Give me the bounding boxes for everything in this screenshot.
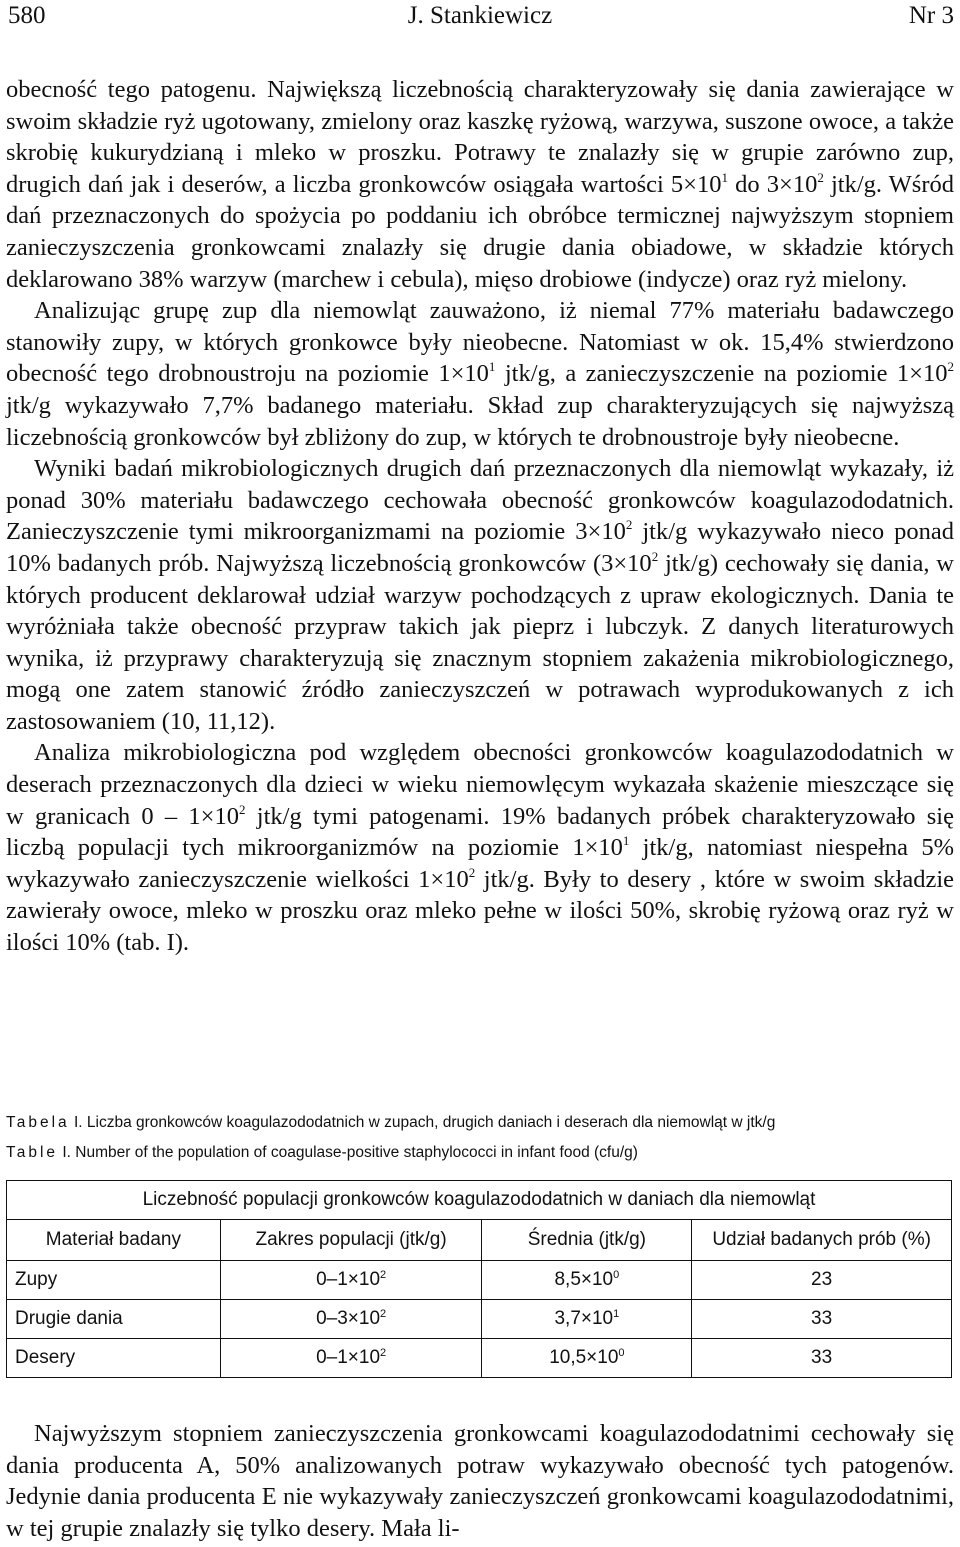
- cell-range: $0-1\times 10^2$: [220, 1339, 482, 1378]
- cell-share: 33: [692, 1339, 952, 1378]
- table-caption: [6, 1112, 954, 1164]
- cell-mean: $8,5\times 10^0$: [482, 1261, 692, 1300]
- caption-english: Table I. Number of the population of coagulase-positive staphylococci in infant food (cfu/g): [6, 1144, 638, 1161]
- cell-share: 33: [692, 1300, 952, 1339]
- body-text-continued: [6, 1418, 954, 1544]
- caption-polish: Tabela I. Liczba gronkowców koagulazododatnich w zupach, drugich daniach i deserach dla niemowląt w jtk/g: [6, 1114, 776, 1131]
- cell-range: $0-3\times 10^2$: [220, 1300, 482, 1339]
- table-header-row: [7, 1220, 952, 1261]
- paragraph-3: Wyniki badań mikrobiologicznych drugich dań przeznaczonych dla niemowląt wykazały, iż ponad 30% materiału badawczego cechowała obecność gronkowców koagulazododatnich. Zanieczyszczenie tymi mikroorganizmami na poziomie $3\times 10^2$ jtk/g wykazywało nieco ponad 10% badanych prób. Najwyższą liczebnością gronkowców ($3\times 10^2$ jtk/g) cechowały się dania, w których producent deklarował udział warzyw pochodzących z upraw ekologicznych. Dania te wyróżniała także obecność przypraw takich jak pieprz i lubczyk. Z danych literaturowych wynika, iż przyprawy charakteryzują się znacznym stopniem zakażenia mikrobiologicznego, mogą one zatem stanowić źródło zanieczyszczeń w potrawach wyprodukowanych z ich zastosowaniem (10, 11,12).: [6, 455, 954, 735]
- data-table: [6, 1180, 952, 1378]
- table-row: [7, 1339, 952, 1378]
- column-header: Zakres populacji (jtk/g): [220, 1220, 482, 1261]
- column-header: Średnia (jtk/g): [482, 1220, 692, 1261]
- table-row: [7, 1261, 952, 1300]
- cell-mean: $3,7\times 10^1$: [482, 1300, 692, 1339]
- table-span-header: Liczebność populacji gronkowców koagulazododatnich w daniach dla niemowląt: [7, 1181, 952, 1220]
- cell-material: Drugie dania: [7, 1300, 221, 1339]
- page-number: 580: [8, 2, 46, 29]
- paragraph-2: Analizując grupę zup dla niemowląt zauważono, iż niemal 77% materiału badawczego stanowiły zupy, w których gronkowce były nieobecne. Natomiast w ok. 15,4% stwierdzono obecność tego drobnoustroju na poziomie $1\times 10^1$ jtk/g, a zanieczyszczenie na poziomie $1\times 10^2$ jtk/g wykazywało 7,7% badanego materiału. Skład zup charakteryzujących się najwyższą liczebnością gronkowców był zbliżony do zup, w których te drobnoustroje były nieobecne.: [6, 297, 955, 451]
- paragraph-5: Najwyższym stopniem zanieczyszczenia gronkowcami koagulazododatnimi cechowały się dania producenta A, 50% analizowanych potraw wykazywało obecność tych patogenów. Jedynie dania producenta E nie wykazywały zanieczyszczeń gronkowcami koagulazododatnimi, w tej grupie znalazły się tylko desery. Mała li-: [6, 1420, 954, 1542]
- issue-number: Nr 3: [908, 2, 954, 29]
- body-text: [6, 74, 954, 959]
- cell-mean: $10,5\times 10^0$: [482, 1339, 692, 1378]
- running-header: [6, 0, 954, 34]
- table-span-header-row: [7, 1181, 952, 1220]
- cell-share: 23: [692, 1261, 952, 1300]
- column-header: Udział badanych prób (%): [692, 1220, 952, 1261]
- cell-range: $0-1\times 10^2$: [220, 1261, 482, 1300]
- column-header: Materiał badany: [7, 1220, 221, 1261]
- paragraph-4: Analiza mikrobiologiczna pod względem obecności gronkowców koagulazododatnich w deserach przeznaczonych dla dzieci w wieku niemowlęcym wykazała skażenie mieszczące się w granicach $0 - 1\times 10^2$ jtk/g tymi patogenami. 19% badanych próbek charakteryzowało się liczbą populacji tych mikroorganizmów na poziomie $1\times 10^1$ jtk/g, natomiast niespełna 5% wykazywało zanieczyszczenie wielkości $1\times 10^2$ jtk/g. Były to desery , które w swoim składzie zawierały owoce, mleko w proszku oraz mleko pełne w ilości 50%, skrobię ryżową oraz ryż w ilości 10% (tab. I).: [6, 739, 954, 957]
- table-row: [7, 1300, 952, 1339]
- running-author: J. Stankiewicz: [407, 2, 553, 29]
- cell-material: Desery: [7, 1339, 221, 1378]
- paragraph-1: obecność tego patogenu. Największą liczebnością charakteryzowały się dania zawierające w swoim składzie ryż ugotowany, zmielony oraz kaszkę ryżową, warzywa, suszone owoce, a także skrobię kukurydzianą i mleko w proszku. Potrawy te znalazły się w grupie zarówno zup, drugich dań jak i deserów, a liczba gronkowców osiągała wartości $5\times 10^1$ do $3\times 10^2$ jtk/g. Wśród dań przeznaczonych do spożycia po poddaniu ich obróbce termicznej najwyższym stopniem zanieczyszczenia gronkowcami znalazły się drugie dania obiadowe, w składzie których deklarowano 38% warzyw (marchew i cebula), mięso drobiowe (indycze) oraz ryż mielony.: [6, 76, 954, 293]
- cell-material: Zupy: [7, 1261, 221, 1300]
